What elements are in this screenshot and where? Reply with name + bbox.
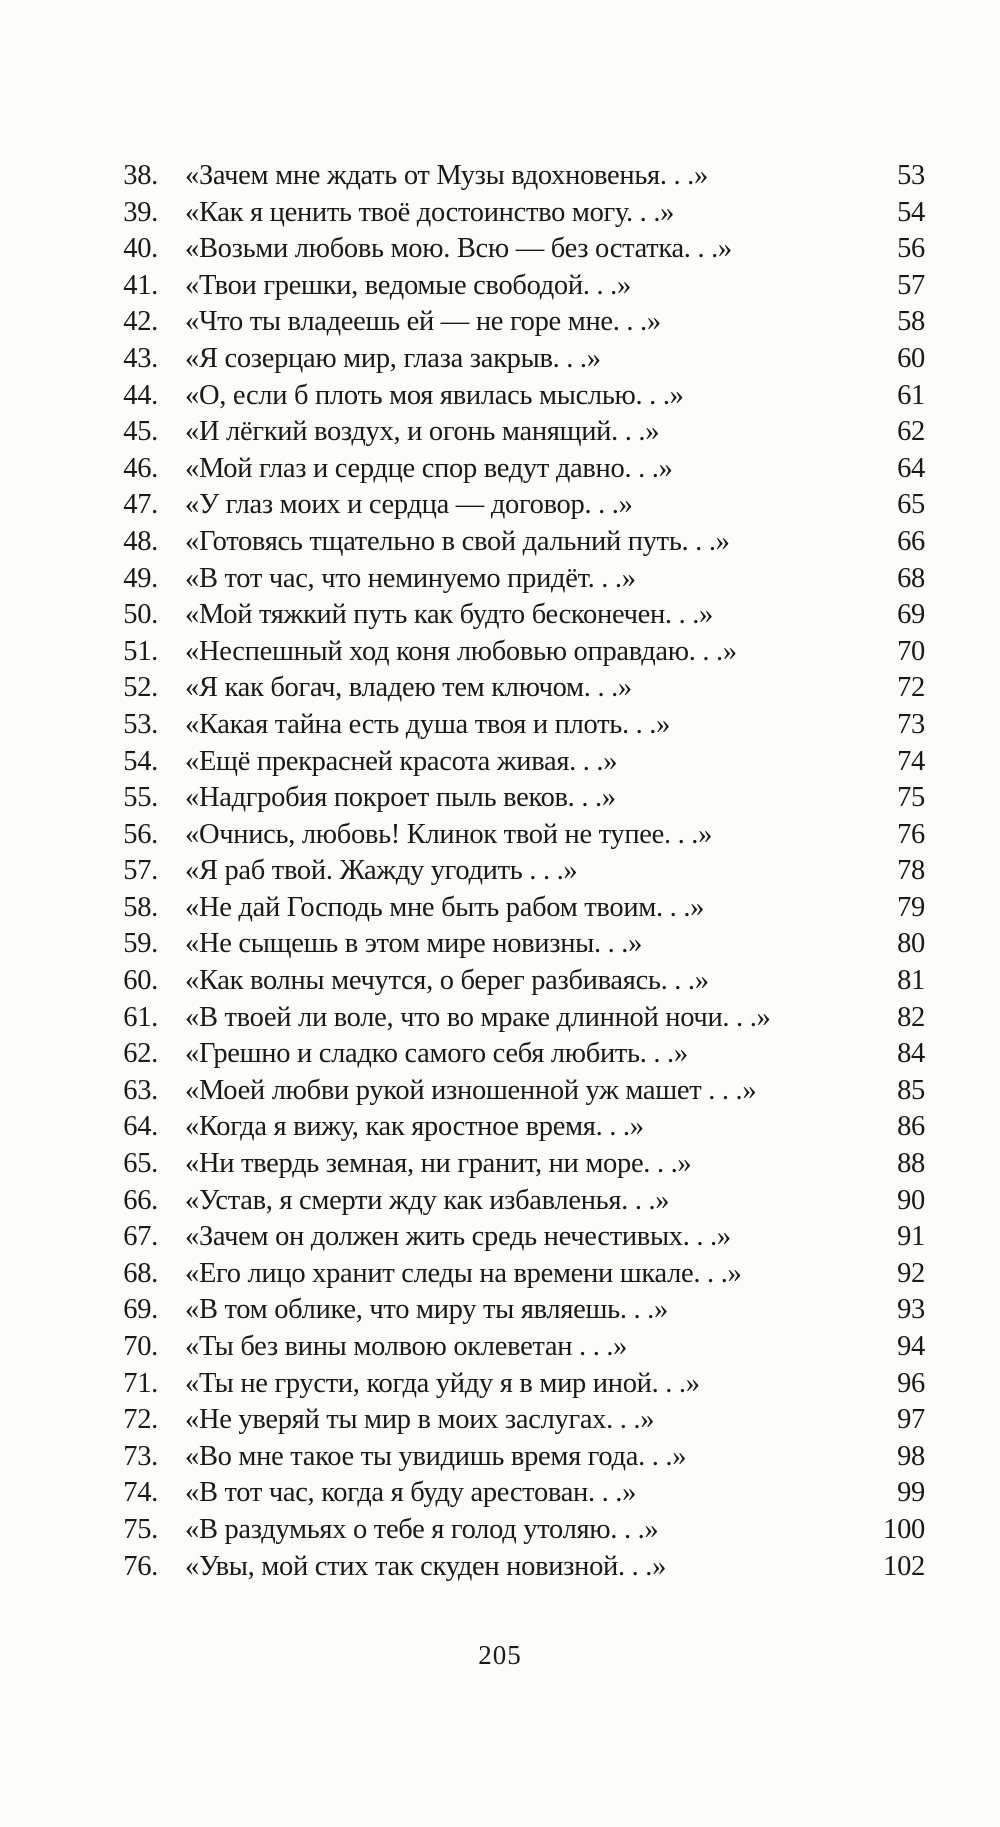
toc-entry-page: 94 (897, 1331, 925, 1362)
toc-entry-page: 75 (897, 782, 925, 814)
toc-entry-number: 67. (123, 1221, 158, 1253)
toc-entry-number: 60. (123, 965, 158, 997)
toc-entry (120, 416, 925, 453)
toc-entry-number: 52. (123, 672, 158, 704)
toc-entry-page: 96 (897, 1367, 925, 1399)
toc-entry-number: 47. (123, 489, 158, 521)
toc-entry-number: 75. (123, 1513, 158, 1545)
toc-entry-title: «Грешно и сладко самого себя любить. . .» (185, 1038, 688, 1070)
toc-entry-number: 68. (123, 1257, 158, 1289)
toc-entry (120, 782, 925, 819)
toc-entry (120, 197, 925, 234)
toc-entry-page: 88 (897, 1148, 925, 1180)
toc-entry-title: «Не дай Господь мне быть рабом твоим. . .» (185, 891, 705, 923)
toc-entry-page: 73 (897, 708, 925, 740)
toc-entry (120, 672, 925, 709)
toc-entry-title: «В тот час, что неминуемо придёт. . .» (185, 562, 636, 594)
toc-entry-title: «Твои грешки, ведомые свободой. . .» (185, 269, 631, 301)
toc-entry (120, 1075, 925, 1112)
toc-entry-number: 44. (123, 379, 158, 411)
toc-entry-title: «Что ты владеешь ей — не горе мне. . .» (185, 306, 661, 338)
toc-entry-title: «У глаз моих и сердца — договор. . .» (185, 489, 633, 521)
toc-entry-title: «Ещё прекрасней красота живая. . .» (185, 745, 618, 777)
toc-entry-number: 70. (123, 1331, 158, 1362)
toc-entry (120, 746, 925, 783)
toc-entry (120, 1294, 925, 1331)
toc-entry (120, 636, 925, 673)
toc-entry-number: 66. (123, 1184, 158, 1216)
toc-entry-title: «О, если б плоть моя явилась мыслью. . .» (185, 379, 684, 411)
toc-entry (120, 1111, 925, 1148)
toc-entry (120, 1221, 925, 1258)
toc-entry (120, 453, 925, 490)
toc-entry-title: «В тот час, когда я буду арестован. . .» (185, 1477, 637, 1509)
toc-entry (120, 709, 925, 746)
toc-entry (120, 489, 925, 526)
toc-entry-number: 45. (123, 416, 158, 448)
toc-entry-page: 57 (897, 269, 925, 301)
toc-entry-page: 102 (883, 1550, 925, 1582)
toc-entry-title: «Зачем он должен жить средь нечестивых. . .» (185, 1221, 731, 1253)
toc-entry-number: 56. (123, 818, 158, 850)
toc-entry-number: 42. (123, 306, 158, 338)
toc-entry-number: 48. (123, 525, 158, 557)
toc-entry-title: «Не уверяй ты мир в моих заслугах. . .» (185, 1404, 655, 1436)
toc-entry-title: «Надгробия покроет пыль веков. . .» (185, 782, 616, 814)
toc-entry (120, 380, 925, 417)
toc-entry-title: «В раздумьях о тебе я голод утоляю. . .» (185, 1513, 659, 1545)
toc-entry-title: «В твоей ли воле, что во мраке длинной ночи. . .» (185, 1001, 771, 1033)
toc-entry-number: 76. (123, 1550, 158, 1582)
toc-entry-title: «Устав, я смерти жду как избавленья. . .» (185, 1184, 670, 1216)
toc-entry-title: «Увы, мой стих так скуден новизной. . .» (185, 1550, 667, 1582)
toc-entry (120, 1258, 925, 1295)
toc-entry-title: «Я раб твой. Жажду угодить . . .» (185, 855, 578, 887)
toc-entry-page: 91 (897, 1221, 925, 1253)
toc-entry-number: 61. (123, 1001, 158, 1033)
toc-entry-title: «В том облике, что миру ты являешь. . .» (185, 1294, 668, 1326)
toc-entry-title: «Готовясь тщательно в свой дальний путь. . .» (185, 525, 730, 557)
toc-entry (120, 1551, 925, 1588)
toc-entry-number: 58. (123, 891, 158, 923)
toc-entry-number: 41. (123, 269, 158, 301)
toc-entry-page: 62 (897, 416, 925, 448)
toc-entry (120, 928, 925, 965)
toc-entry-page: 99 (897, 1477, 925, 1509)
toc-entry-page: 56 (897, 233, 925, 265)
toc-entry (120, 270, 925, 307)
toc-entry-number: 53. (123, 708, 158, 740)
toc-entry-page: 72 (897, 672, 925, 704)
toc-entry-page: 78 (897, 855, 925, 887)
toc-entry-number: 51. (123, 635, 158, 667)
toc-entry (120, 563, 925, 600)
toc-entry-page: 98 (897, 1440, 925, 1472)
toc-entry-page: 65 (897, 489, 925, 521)
toc-entry-page: 66 (897, 525, 925, 557)
toc-entry-page: 79 (897, 891, 925, 923)
toc-entry-number: 71. (123, 1367, 158, 1399)
toc-entry-number: 54. (123, 745, 158, 777)
toc-entry (120, 892, 925, 929)
toc-entry-number: 49. (123, 562, 158, 594)
toc-entry-title: «И лёгкий воздух, и огонь манящий. . .» (185, 416, 660, 448)
toc-entry-page: 100 (883, 1513, 925, 1545)
page-footer (0, 1640, 1000, 1671)
toc-entry-title: «Очнись, любовь! Клинок твой не тупее. . .» (185, 818, 713, 850)
toc-entry-number: 65. (123, 1148, 158, 1180)
toc-entry-number: 46. (123, 452, 158, 484)
toc-entry-number: 43. (123, 342, 158, 374)
toc-entry (120, 1404, 925, 1441)
toc-entry-title: «Когда я вижу, как яростное время. . .» (185, 1111, 644, 1143)
toc-entry-title: «Мой тяжкий путь как будто бесконечен. . .» (185, 599, 713, 631)
toc-entry-title: «Мой глаз и сердце спор ведут давно. . .» (185, 452, 673, 484)
toc-entry-page: 93 (897, 1294, 925, 1326)
toc-entry-page: 54 (897, 196, 925, 228)
toc-entry-page: 61 (897, 379, 925, 411)
toc-entry-page: 68 (897, 562, 925, 594)
toc-entry-page: 80 (897, 928, 925, 960)
toc-entry-page: 82 (897, 1001, 925, 1033)
toc-entry (120, 1002, 925, 1039)
toc-entry (120, 1185, 925, 1222)
toc-entry-page: 81 (897, 965, 925, 997)
toc-entry-page: 69 (897, 599, 925, 631)
toc-entry-number: 39. (123, 196, 158, 228)
toc-entry-title: «Не сыщешь в этом мире новизны. . .» (185, 928, 643, 960)
page-number: 205 (478, 1640, 522, 1670)
toc-entry-page: 97 (897, 1404, 925, 1436)
toc-entry-title: «Моей любви рукой изношенной уж машет . . .» (185, 1074, 757, 1106)
toc-entry-number: 62. (123, 1038, 158, 1070)
toc-entry (120, 599, 925, 636)
toc-entry-number: 69. (123, 1294, 158, 1326)
toc-entry-title: «Как я ценить твоё достоинство могу. . .» (185, 196, 675, 228)
toc-entry-title: «Ты не грусти, когда уйду я в мир иной. . .» (185, 1367, 700, 1399)
toc-entry-page: 74 (897, 745, 925, 777)
toc-entry-title: «Какая тайна есть душа твоя и плоть. . .» (185, 708, 671, 740)
toc-entry-page: 90 (897, 1184, 925, 1216)
toc-entry-number: 38. (123, 160, 158, 191)
toc-entry (120, 233, 925, 270)
toc-rows (120, 160, 925, 1587)
toc-entry-title: «Его лицо хранит следы на времени шкале. . .» (185, 1257, 742, 1289)
toc-entry-title: «Зачем мне ждать от Музы вдохновенья. . .» (185, 160, 708, 191)
toc-entry (120, 855, 925, 892)
table-of-contents (120, 160, 925, 1587)
toc-entry-number: 74. (123, 1477, 158, 1509)
toc-entry-page: 84 (897, 1038, 925, 1070)
toc-entry-number: 57. (123, 855, 158, 887)
toc-entry-page: 58 (897, 306, 925, 338)
toc-entry-number: 73. (123, 1440, 158, 1472)
toc-entry-title: «Во мне такое ты увидишь время года. . .» (185, 1440, 687, 1472)
toc-entry (120, 526, 925, 563)
toc-entry-page: 85 (897, 1074, 925, 1106)
toc-entry-number: 63. (123, 1074, 158, 1106)
toc-entry (120, 1148, 925, 1185)
toc-entry-title: «Как волны мечутся, о берег разбиваясь. . .» (185, 965, 709, 997)
toc-entry (120, 1441, 925, 1478)
toc-entry (120, 1477, 925, 1514)
toc-entry-title: «Ни твердь земная, ни гранит, ни море. . .» (185, 1148, 692, 1180)
toc-entry-page: 92 (897, 1257, 925, 1289)
toc-entry-number: 55. (123, 782, 158, 814)
toc-entry (120, 819, 925, 856)
toc-entry-page: 53 (897, 160, 925, 191)
toc-entry-title: «Ты без вины молвою оклеветан . . .» (185, 1331, 628, 1362)
toc-entry-number: 50. (123, 599, 158, 631)
toc-entry (120, 965, 925, 1002)
toc-entry-number: 59. (123, 928, 158, 960)
toc-entry-number: 64. (123, 1111, 158, 1143)
toc-entry-title: «Я созерцаю мир, глаза закрыв. . .» (185, 342, 601, 374)
toc-entry (120, 1038, 925, 1075)
toc-entry-page: 76 (897, 818, 925, 850)
toc-entry (120, 306, 925, 343)
toc-entry-title: «Возьми любовь мою. Всю — без остатка. . .» (185, 233, 732, 265)
toc-entry-title: «Неспешный ход коня любовью оправдаю. . .» (185, 635, 737, 667)
toc-entry (120, 1514, 925, 1551)
toc-entry-page: 86 (897, 1111, 925, 1143)
toc-entry-number: 40. (123, 233, 158, 265)
toc-entry (120, 1331, 925, 1368)
toc-entry-page: 60 (897, 342, 925, 374)
toc-entry (120, 343, 925, 380)
toc-entry-number: 72. (123, 1404, 158, 1436)
toc-entry (120, 1368, 925, 1405)
toc-entry (120, 160, 925, 197)
toc-entry-title: «Я как богач, владею тем ключом. . .» (185, 672, 632, 704)
toc-entry-page: 64 (897, 452, 925, 484)
toc-entry-page: 70 (897, 635, 925, 667)
